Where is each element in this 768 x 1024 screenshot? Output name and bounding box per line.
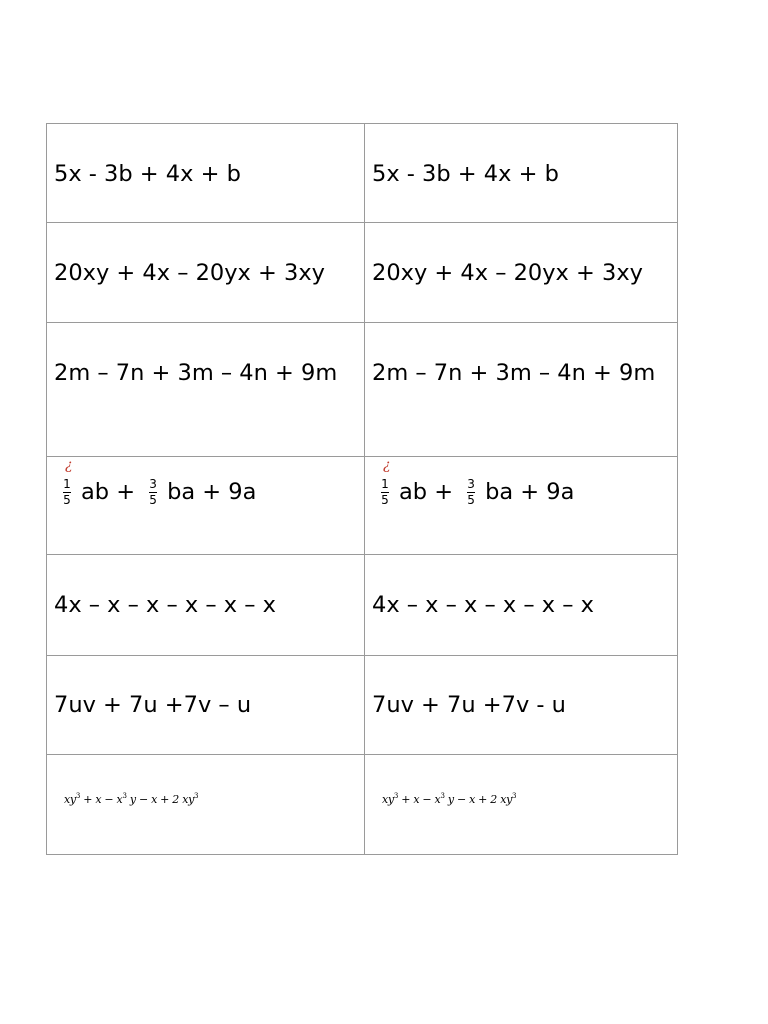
- small-math-cell: [365, 755, 678, 855]
- fraction-numerator: 3: [149, 476, 157, 491]
- expression-cell: 2m – 7n + 3m – 4n + 9m: [365, 323, 678, 457]
- table-row: [47, 755, 678, 855]
- math-operator: +: [401, 793, 411, 806]
- math-operator: +: [83, 793, 93, 806]
- exponent: 3: [75, 792, 80, 800]
- expression-cell: 7uv + 7u +7v – u: [47, 656, 365, 755]
- fraction-denominator: 5: [63, 492, 71, 507]
- math-term: x: [151, 793, 157, 806]
- expression-term: ab +: [399, 478, 454, 505]
- fraction-expression-cell: [365, 457, 678, 555]
- fraction-denominator: 5: [149, 492, 157, 507]
- small-math-cell: [47, 755, 365, 855]
- math-operator: +: [478, 793, 488, 806]
- exponent: 3: [512, 792, 517, 800]
- red-edit-mark: ¿: [383, 457, 391, 473]
- math-term: x: [116, 793, 123, 806]
- red-edit-mark: ¿: [65, 457, 73, 473]
- math-term: 2 xy: [490, 793, 513, 806]
- fraction: [381, 478, 389, 507]
- table-row: [47, 223, 678, 323]
- math-operator: −: [104, 793, 114, 806]
- math-term: xy: [64, 793, 76, 806]
- fraction: [149, 478, 157, 507]
- expression-cell: 20xy + 4x – 20yx + 3xy: [47, 223, 365, 323]
- math-term: x: [469, 793, 475, 806]
- fraction-expression-cell: [47, 457, 365, 555]
- polynomial-expression: [64, 789, 198, 807]
- math-operator: +: [160, 793, 170, 806]
- math-operator: −: [422, 793, 432, 806]
- exponent: 3: [122, 792, 127, 800]
- table-row: [47, 323, 678, 457]
- math-term: x: [434, 793, 441, 806]
- polynomial-expression: [382, 789, 516, 807]
- fraction: [467, 478, 475, 507]
- fraction-denominator: 5: [381, 492, 389, 507]
- math-term: x: [413, 793, 420, 806]
- expression-cell: 5x - 3b + 4x + b: [365, 124, 678, 223]
- math-term: xy: [382, 793, 394, 806]
- exponent: 3: [393, 792, 398, 800]
- fraction: [63, 478, 71, 507]
- expression-cell: 5x - 3b + 4x + b: [47, 124, 365, 223]
- math-term: 2 xy: [172, 793, 195, 806]
- exponent: 3: [194, 792, 199, 800]
- expression-cell: 4x – x – x – x – x – x: [47, 555, 365, 656]
- table-row: [47, 124, 678, 223]
- math-operator: −: [138, 793, 148, 806]
- expression-card-table: [46, 123, 678, 855]
- fraction-numerator: 3: [467, 476, 475, 491]
- fraction-expression: [381, 472, 574, 512]
- fraction-expression: [63, 472, 256, 512]
- table-row: [47, 555, 678, 656]
- expression-cell: 4x – x – x – x – x – x: [365, 555, 678, 656]
- expression-cell: 7uv + 7u +7v - u: [365, 656, 678, 755]
- expression-cell: 2m – 7n + 3m – 4n + 9m: [47, 323, 365, 457]
- expression-term: ab +: [81, 478, 136, 505]
- math-term: y: [447, 793, 454, 806]
- table-row: [47, 457, 678, 555]
- math-term: x: [95, 793, 102, 806]
- expression-cell: 20xy + 4x – 20yx + 3xy: [365, 223, 678, 323]
- exponent: 3: [440, 792, 445, 800]
- expression-term: ba + 9a: [167, 478, 257, 505]
- math-operator: −: [456, 793, 466, 806]
- expression-term: ba + 9a: [485, 478, 575, 505]
- fraction-numerator: 1: [63, 476, 71, 491]
- math-term: y: [129, 793, 136, 806]
- fraction-numerator: 1: [381, 476, 389, 491]
- fraction-denominator: 5: [467, 492, 475, 507]
- table-row: [47, 656, 678, 755]
